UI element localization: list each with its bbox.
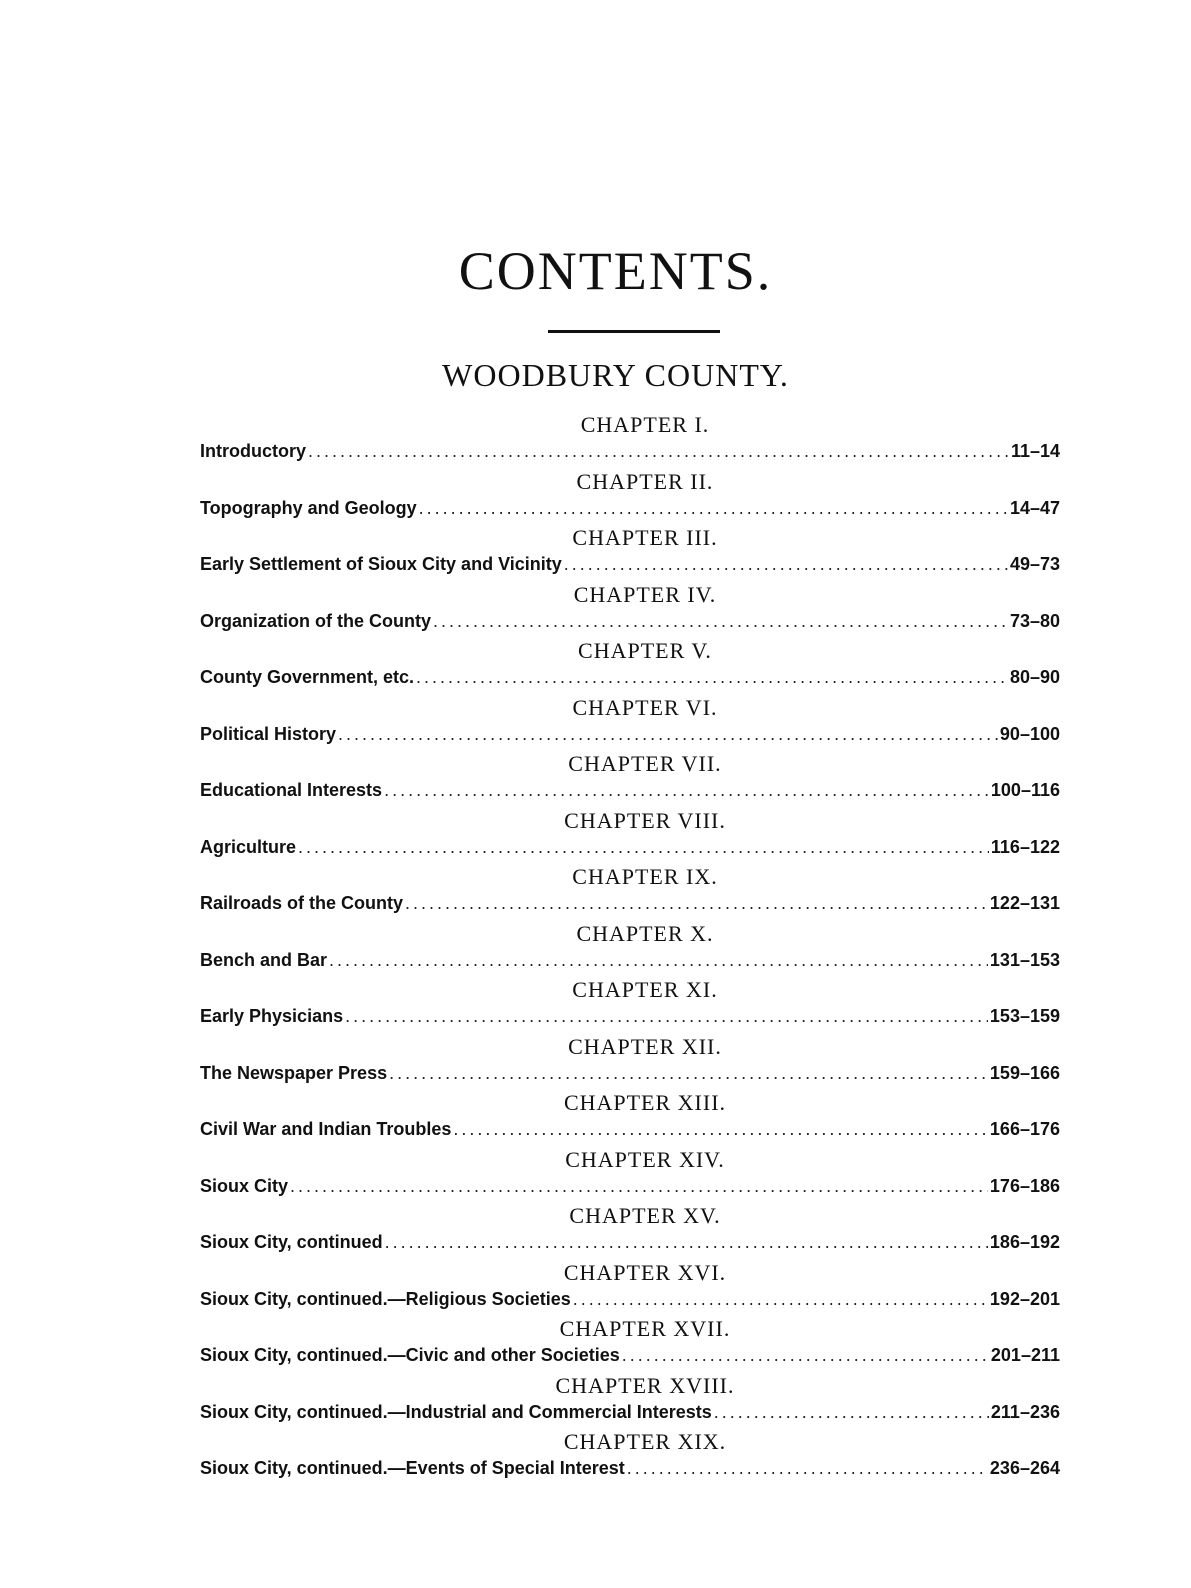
- chapter-heading: CHAPTER XIV.: [565, 1146, 725, 1172]
- toc-chapter: [200, 638, 1060, 695]
- toc-chapter: [200, 1429, 1060, 1486]
- dot-leader: [627, 1455, 988, 1481]
- toc-entry: [200, 664, 1060, 690]
- chapter-heading: CHAPTER V.: [578, 638, 712, 663]
- entry-title: County Government, etc.: [200, 667, 415, 687]
- toc-entry: [200, 1060, 1060, 1086]
- entry-title: Sioux City, continued.—Events of Special Interest: [200, 1458, 625, 1478]
- dot-leader: [384, 777, 989, 803]
- toc-chapter: [200, 1034, 1060, 1091]
- toc-chapter: [200, 1203, 1060, 1260]
- dot-leader: [573, 1286, 988, 1312]
- dot-leader: [345, 1003, 988, 1029]
- entry-pages: 131–153: [989, 949, 1060, 970]
- entry-title: Introductory: [200, 441, 306, 461]
- entry-title: Civil War and Indian Troubles: [200, 1119, 452, 1139]
- entry-title: Educational Interests: [200, 780, 383, 800]
- entry-title: Sioux City, continued: [200, 1232, 383, 1252]
- dot-leader: [453, 1116, 988, 1142]
- toc-chapter: [200, 1090, 1060, 1147]
- entry-pages: 176–186: [989, 1175, 1060, 1196]
- dot-leader: [433, 608, 1008, 634]
- toc-entry: [200, 721, 1060, 747]
- dot-leader: [308, 438, 1009, 464]
- page-title: CONTENTS.: [458, 241, 773, 301]
- toc-entry: [200, 1399, 1060, 1425]
- toc-entry: [200, 1116, 1060, 1142]
- dot-leader: [405, 890, 988, 916]
- entry-pages: 11–14: [1010, 441, 1060, 461]
- chapter-heading: CHAPTER XVIII.: [555, 1372, 735, 1398]
- entry-title: Sioux City, continued.—Civic and other Societies: [200, 1345, 620, 1365]
- toc-entry: [200, 1003, 1060, 1029]
- toc-entry: [200, 1229, 1060, 1255]
- dot-leader: [419, 495, 1008, 521]
- entry-pages: 153–159: [989, 1006, 1060, 1026]
- entry-pages: 49–73: [1009, 554, 1060, 574]
- toc-entry: [200, 947, 1060, 973]
- toc-chapter: [200, 1147, 1060, 1204]
- toc-entry: [200, 890, 1060, 916]
- entry-pages: 80–90: [1009, 667, 1060, 687]
- section-subtitle: WOODBURY COUNTY.: [442, 357, 789, 393]
- chapter-heading: CHAPTER XV.: [569, 1203, 721, 1228]
- chapter-heading: CHAPTER IV.: [573, 581, 717, 607]
- toc-chapter: [200, 695, 1060, 752]
- entry-title: Early Physicians: [200, 1006, 344, 1026]
- dot-leader: [564, 551, 1008, 577]
- dot-leader: [329, 947, 988, 973]
- entry-title: Agriculture: [200, 836, 297, 857]
- toc-entry: [200, 1342, 1060, 1368]
- entry-pages: 201–211: [990, 1345, 1060, 1365]
- chapter-heading: CHAPTER XIX.: [563, 1429, 727, 1454]
- toc-chapter: [200, 469, 1060, 526]
- entry-title: Bench and Bar: [200, 949, 328, 970]
- entry-pages: 73–80: [1009, 610, 1060, 631]
- dot-leader: [714, 1399, 989, 1425]
- entry-pages: 116–122: [990, 836, 1060, 857]
- entry-title: The Newspaper Press: [200, 1062, 388, 1083]
- chapter-heading: CHAPTER XII.: [568, 1033, 722, 1059]
- dot-leader: [298, 834, 989, 860]
- dot-leader: [389, 1060, 988, 1086]
- toc-chapter: [200, 525, 1060, 582]
- entry-title: Sioux City, continued.—Religious Societies: [200, 1288, 571, 1309]
- entry-pages: 166–176: [989, 1119, 1060, 1139]
- chapter-heading: CHAPTER VII.: [568, 751, 722, 776]
- entry-pages: 211–236: [990, 1401, 1060, 1422]
- chapter-heading: CHAPTER IX.: [572, 864, 718, 889]
- dot-leader: [290, 1173, 988, 1199]
- toc-entry: [200, 1173, 1060, 1199]
- toc-chapter: [200, 582, 1060, 639]
- chapter-heading: CHAPTER VIII.: [564, 807, 726, 833]
- dot-leader: [385, 1229, 988, 1255]
- toc-entry: [200, 608, 1060, 634]
- chapter-heading: CHAPTER II.: [576, 468, 714, 494]
- entry-title: Topography and Geology: [200, 497, 417, 518]
- toc-chapter: [200, 412, 1060, 469]
- toc-entry: [200, 1286, 1060, 1312]
- entry-title: Organization of the County: [200, 610, 431, 631]
- toc-chapter: [200, 864, 1060, 921]
- toc-chapter: [200, 808, 1060, 865]
- toc-chapter: [200, 1260, 1060, 1317]
- entry-pages: 122–131: [989, 893, 1060, 913]
- toc-chapter: [200, 751, 1060, 808]
- title-rule: [548, 330, 720, 333]
- toc-entry: [200, 777, 1060, 803]
- toc-entry: [200, 1455, 1060, 1481]
- entry-pages: 186–192: [989, 1232, 1060, 1252]
- entry-pages: 14–47: [1009, 497, 1060, 518]
- entry-title: Railroads of the County: [200, 893, 404, 913]
- table-of-contents: [200, 412, 1060, 1486]
- entry-title: Sioux City: [200, 1175, 289, 1196]
- entry-pages: 90–100: [999, 723, 1060, 744]
- chapter-heading: CHAPTER XI.: [572, 977, 718, 1002]
- chapter-heading: CHAPTER III.: [572, 525, 718, 550]
- toc-chapter: [200, 977, 1060, 1034]
- chapter-heading: CHAPTER XVI.: [563, 1259, 727, 1285]
- toc-chapter: [200, 1316, 1060, 1373]
- entry-pages: 100–116: [990, 780, 1060, 800]
- toc-entry: [200, 438, 1060, 464]
- dot-leader: [416, 664, 1008, 690]
- entry-pages: 159–166: [989, 1062, 1060, 1083]
- toc-chapter: [200, 921, 1060, 978]
- chapter-heading: CHAPTER VI.: [572, 694, 718, 720]
- dot-leader: [622, 1342, 989, 1368]
- entry-title: Early Settlement of Sioux City and Vicinity: [200, 554, 562, 574]
- chapter-heading: CHAPTER I.: [580, 412, 710, 437]
- chapter-heading: CHAPTER XVII.: [559, 1316, 731, 1341]
- toc-entry: [200, 551, 1060, 577]
- entry-pages: 236–264: [989, 1458, 1060, 1478]
- chapter-heading: CHAPTER X.: [576, 920, 714, 946]
- entry-pages: 192–201: [989, 1288, 1060, 1309]
- toc-entry: [200, 495, 1060, 521]
- dot-leader: [338, 721, 998, 747]
- entry-title: Sioux City, continued.—Industrial and Commercial Interests: [200, 1401, 712, 1422]
- toc-chapter: [200, 1373, 1060, 1430]
- chapter-heading: CHAPTER XIII.: [563, 1090, 727, 1115]
- toc-entry: [200, 834, 1060, 860]
- entry-title: Political History: [200, 723, 337, 744]
